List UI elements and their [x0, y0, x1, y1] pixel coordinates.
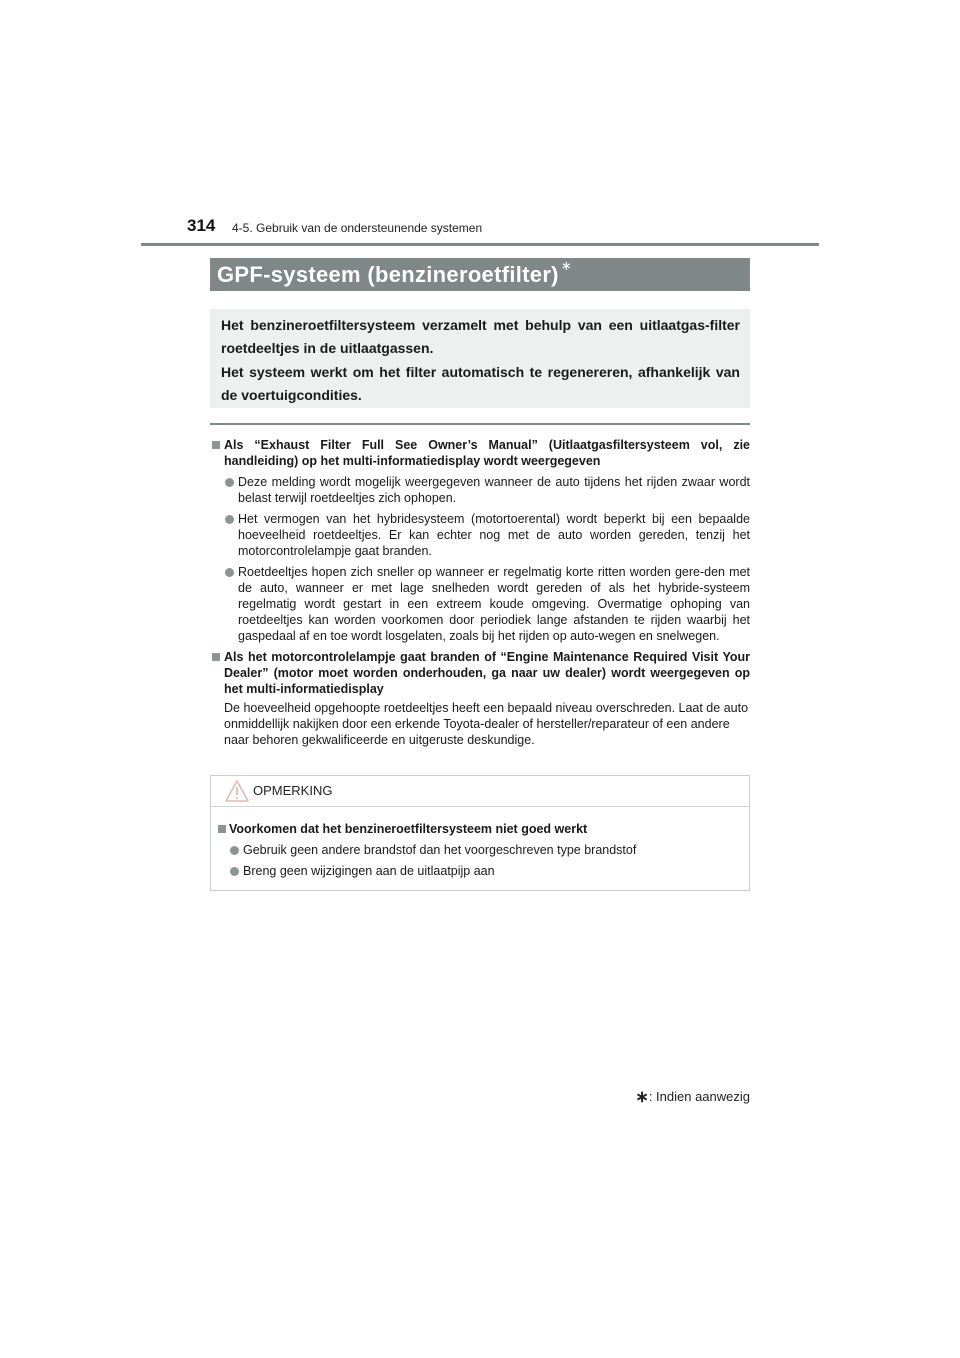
section-heading-text: Als “Exhaust Filter Full See Owner’s Manual” (Uitlaatgasfiltersysteem vol, zie handleiding) op het multi-informatiedisplay wordt weergegeven: [224, 438, 750, 468]
list-item: [217, 863, 739, 879]
list-item-text: Breng geen wijzigingen aan de uitlaatpijp aan: [243, 864, 495, 878]
notice-title: OPMERKING: [253, 783, 333, 798]
asterisk-icon: ∗: [635, 1089, 649, 1106]
intro-paragraph: Het systeem werkt om het filter automatisch te regenereren, afhankelijk van de voertuigcondities.: [221, 364, 740, 403]
circle-bullet-icon: [225, 568, 234, 577]
circle-bullet-icon: [225, 478, 234, 487]
notice-box: [210, 775, 750, 891]
section-paragraph: De hoeveelheid opgehoopte roetdeeltjes heeft een bepaald niveau overschreden. Laat de auto onmiddellijk nakijken door een erkende Toyota-dealer of hersteller/reparateur of een andere naar behoren gekwalificeerde en uitgeruste deskundige.: [224, 701, 749, 747]
circle-bullet-icon: [230, 867, 239, 876]
notice-heading: [217, 821, 739, 837]
list-item-text: Het vermogen van het hybridesysteem (motortoerental) wordt beperkt bij een bepaalde hoeveelheid roetdeeltjes. Er kan echter nog met de auto worden gereden, tenzij het motorcontrolelampje gaat branden.: [238, 512, 750, 558]
list-item: [210, 511, 750, 559]
square-bullet-icon: [212, 441, 220, 449]
list-item: [210, 564, 750, 644]
circle-bullet-icon: [225, 515, 234, 524]
square-bullet-icon: [218, 825, 226, 833]
notice-body: [211, 807, 749, 879]
warning-triangle-icon: [225, 780, 249, 807]
notice-heading-text: Voorkomen dat het benzineroetfiltersysteem niet goed werkt: [229, 822, 588, 836]
section-header: 4-5. Gebruik van de ondersteunende systemen: [232, 221, 483, 235]
list-item: [217, 842, 739, 858]
section-title-bar: [210, 258, 750, 291]
section-heading-text: Als het motorcontrolelampje gaat branden of “Engine Maintenance Required Visit Your Dealer” (motor moet worden onderhouden, ga naar uw dealer) wordt weergegeven op het multi-informatiedisplay: [224, 650, 750, 696]
section-title: GPF-systeem (benzineroetfilter): [217, 261, 559, 287]
section-heading: [210, 649, 750, 697]
title-asterisk-icon: ∗: [560, 257, 572, 273]
footnote: [630, 1086, 750, 1106]
header-divider: [141, 243, 819, 246]
list-item-text: Roetdeeltjes hopen zich sneller op wanneer er regelmatig korte ritten worden gere-den met de auto, wanneer er met lage snelheden wordt gereden of als het hybride-systeem regelmatig wordt gestart in een extreem koude omgeving. Overmatige ophoping van roetdeeltjes kan worden voorkomen door periodiek lange afstanden te rijden waarbij het gaspedaal af en toe wordt losgelaten, zoals bij het rijden op auto-wegen en snelwegen.: [238, 565, 750, 643]
intro-paragraph: Het benzineroetfiltersysteem verzamelt met behulp van een uitlaatgas-filter roetdeeltjes in de uitlaatgassen.: [221, 317, 740, 356]
intro-divider: [210, 423, 750, 425]
section-heading: [210, 437, 750, 469]
main-content: [210, 437, 750, 748]
circle-bullet-icon: [230, 846, 239, 855]
footnote-text: : Indien aanwezig: [648, 1089, 750, 1104]
list-item: [210, 474, 750, 506]
intro-box: [210, 309, 750, 408]
list-item-text: Gebruik geen andere brandstof dan het voorgeschreven type brandstof: [243, 843, 637, 857]
list-item-text: Deze melding wordt mogelijk weergegeven wanneer de auto tijdens het rijden zwaar wordt belast terwijl roetdeeltjes zich ophopen.: [238, 475, 750, 505]
square-bullet-icon: [212, 653, 220, 661]
page-number: 314: [187, 216, 216, 235]
notice-header: [211, 776, 749, 807]
